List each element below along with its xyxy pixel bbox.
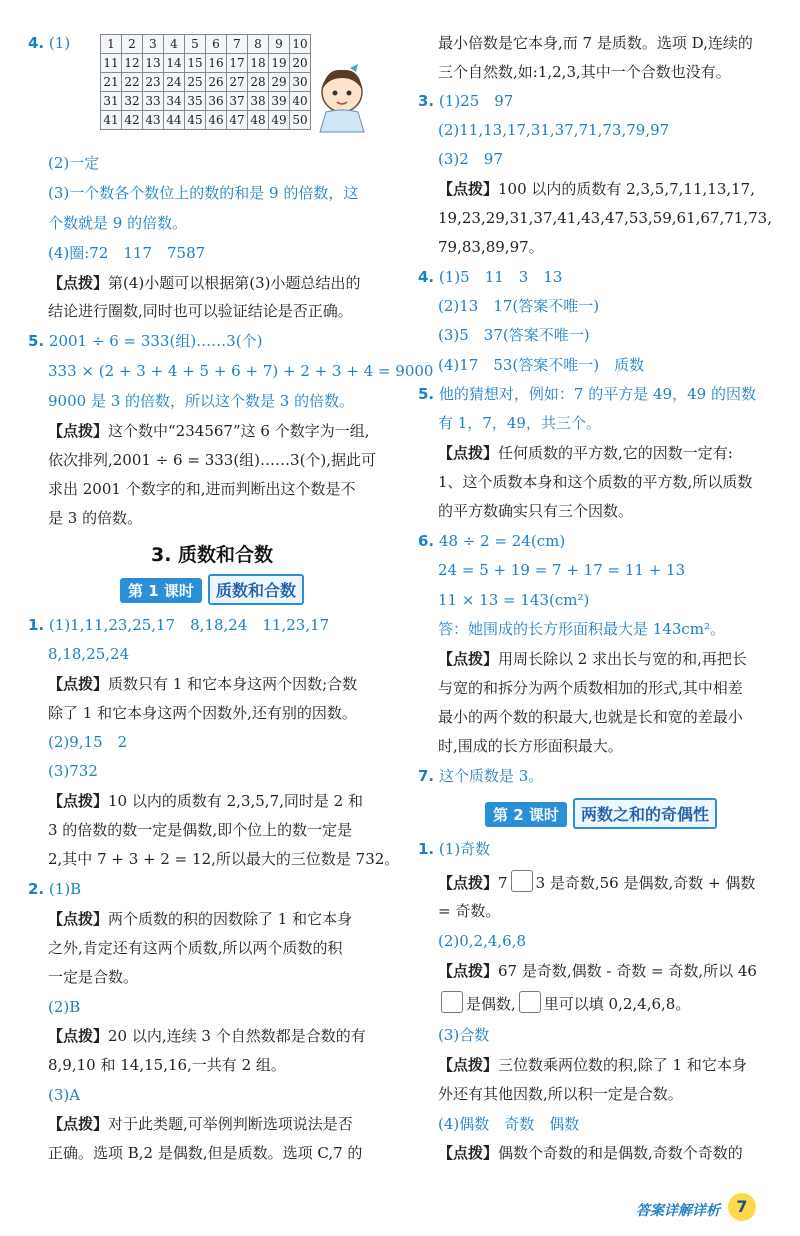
grid-cell: 23 — [143, 73, 164, 92]
grid-cell: 46 — [206, 111, 227, 130]
grid-cell: 19 — [269, 54, 290, 73]
grid-cell: 40 — [290, 92, 311, 111]
r-q6-line1: 6. 48 ÷ 2 = 24(cm) — [418, 532, 566, 550]
grid-cell: 28 — [248, 73, 269, 92]
grid-cell: 38 — [248, 92, 269, 111]
grid-cell: 3 — [143, 35, 164, 54]
s1-q1-line2: 8,18,25,24 — [48, 645, 130, 663]
grid-cell: 33 — [143, 92, 164, 111]
s1-q2-tip-line1: 【点拨】两个质数的积的因数除了 1 和它本身 — [48, 910, 353, 928]
grid-cell: 45 — [185, 111, 206, 130]
blank-box — [519, 991, 541, 1013]
grid-cell: 31 — [101, 92, 122, 111]
s1-q1-part2: (2)9,15 2 — [48, 733, 128, 751]
lesson1-title: 质数和合数 — [208, 574, 304, 605]
s1-q1-part3: (3)732 — [48, 762, 98, 780]
grid-cell: 24 — [164, 73, 185, 92]
grid-cell: 4 — [164, 35, 185, 54]
r-q3-tip-line3: 79,83,89,97。 — [438, 238, 544, 256]
grid-cell: 15 — [185, 54, 206, 73]
q4-header: 4. (1) — [28, 34, 71, 52]
blank-box — [511, 870, 533, 892]
s1-q2-part2: (2)B — [48, 998, 81, 1016]
r-q4-part2: (2)13 17(答案不唯一) — [438, 297, 600, 315]
grid-cell: 34 — [164, 92, 185, 111]
grid-cell: 32 — [122, 92, 143, 111]
s1-q1-tip2-line1: 【点拨】10 以内的质数有 2,3,5,7,同时是 2 和 — [48, 792, 363, 810]
grid-cell: 21 — [101, 73, 122, 92]
r-s2-tip2-line1: 【点拨】67 是奇数,偶数 - 奇数 = 奇数,所以 46 — [438, 962, 757, 980]
r-s2-tip3-line1: 【点拨】三位数乘两位数的积,除了 1 和它本身 — [438, 1056, 747, 1074]
r-s2-tip1-line2: = 奇数。 — [438, 902, 501, 920]
r-q3-part3: (3)2 97 — [438, 150, 503, 168]
s1-q2-tip2-line2: 8,9,10 和 14,15,16,一共有 2 组。 — [48, 1056, 286, 1074]
q4-tip-line1: 【点拨】第(4)小题可以根据第(3)小题总结出的 — [48, 274, 361, 292]
r-q5-line2: 有 1，7，49，共三个。 — [438, 414, 601, 432]
r-s2-tip1-line1: 【点拨】7 3 是奇数,56 是偶数,奇数 + 偶数 — [418, 870, 784, 894]
grid-cell: 9 — [269, 35, 290, 54]
grid-row — [101, 35, 311, 54]
grid-cell: 39 — [269, 92, 290, 111]
grid-cell: 12 — [122, 54, 143, 73]
r-q6-line3: 11 × 13 = 143(cm²) — [438, 591, 590, 609]
q4-tip-line2: 结论进行圈数,同时也可以验证结论是否正确。 — [48, 302, 353, 320]
r-q4-line1: 4. (1)5 11 3 13 — [418, 268, 563, 286]
grid-cell: 48 — [248, 111, 269, 130]
lesson2-title: 两数之和的奇偶性 — [573, 798, 717, 829]
grid-cell: 1 — [101, 35, 122, 54]
r-q6-tip-line3: 最小的两个数的积最大,也就是长和宽的差最小 — [438, 708, 743, 726]
r-q4-part3: (3)5 37(答案不唯一) — [438, 326, 590, 344]
q4-part2: (2)一定 — [48, 154, 100, 172]
r-q3-line1: 3. (1)25 97 — [418, 92, 514, 110]
q5-line1: 5. 2001 ÷ 6 = 333(组)……3(个) — [28, 332, 263, 350]
r-q5-line1: 5. 他的猜想对，例如：7 的平方是 49，49 的因数 — [418, 385, 756, 403]
grid-cell: 16 — [206, 54, 227, 73]
r-q5-tip-line1: 【点拨】任何质数的平方数,它的因数一定有: — [438, 444, 733, 462]
grid-cell: 49 — [269, 111, 290, 130]
s1-q2-tip-line2: 之外,肯定还有这两个质数,所以两个质数的积 — [48, 939, 343, 957]
grid-cell: 10 — [290, 35, 311, 54]
lesson1-header — [28, 574, 396, 605]
grid-cell: 30 — [290, 73, 311, 92]
grid-cell: 50 — [290, 111, 311, 130]
grid-cell: 17 — [227, 54, 248, 73]
q5-tip-line4: 是 3 的倍数。 — [48, 509, 143, 527]
grid-cell: 8 — [248, 35, 269, 54]
grid-row — [101, 111, 311, 130]
section-title: 3. 质数和合数 — [150, 544, 274, 566]
r-q4-part4: (4)17 53(答案不唯一) 质数 — [438, 356, 645, 374]
r-q6-tip-line1: 【点拨】用周长除以 2 求出长与宽的和,再把长 — [438, 650, 747, 668]
s1-q1-line1: 1. (1)1,11,23,25,17 8,18,24 11,23,17 — [28, 616, 330, 634]
hundred-grid — [100, 34, 311, 130]
grid-cell: 41 — [101, 111, 122, 130]
grid-row — [101, 73, 311, 92]
r-s2-tip2-line2: 是偶数, 里可以填 0,2,4,6,8。 — [418, 991, 784, 1015]
s1-q2-part3: (3)A — [48, 1086, 81, 1104]
q4-part3-line1: (3)一个数各个数位上的数的和是 9 的倍数，这 — [48, 184, 359, 202]
grid-cell: 37 — [227, 92, 248, 111]
r-q6-answer: 答：她围成的长方形面积最大是 143cm²。 — [438, 620, 726, 638]
r-q7-line1: 7. 这个质数是 3。 — [418, 767, 544, 785]
r-s2-part3: (3)合数 — [438, 1026, 490, 1044]
footer-label: 答案详解详析 — [636, 1203, 720, 1219]
s1-q2-line1: 2. (1)B — [28, 880, 82, 898]
r-s2-tip4-line1: 【点拨】偶数个奇数的和是偶数,奇数个奇数的 — [438, 1144, 743, 1162]
blank-box — [441, 991, 463, 1013]
grid-cell: 47 — [227, 111, 248, 130]
r-s2-q1-line1: 1. (1)奇数 — [418, 840, 491, 858]
grid-row — [101, 54, 311, 73]
r-s2-tip3-line2: 外还有其他因数,所以积一定是合数。 — [438, 1085, 683, 1103]
r-s2-part2: (2)0,2,4,6,8 — [438, 932, 527, 950]
page-number: 7 — [728, 1193, 756, 1221]
s1-q2-tip3-line2: 正确。选项 B,2 是偶数,但是质数。选项 C,7 的 — [48, 1144, 363, 1162]
grid-cell: 36 — [206, 92, 227, 111]
r-s2-part4: (4)偶数 奇数 偶数 — [438, 1115, 580, 1133]
grid-cell: 14 — [164, 54, 185, 73]
grid-cell: 29 — [269, 73, 290, 92]
q5-tip-line2: 依次排列,2001 ÷ 6 = 333(组)……3(个),据此可 — [48, 451, 377, 469]
r-cont-line1: 最小倍数是它本身,而 7 是质数。选项 D,连续的 — [438, 34, 753, 52]
r-q5-tip-line2: 1、这个质数本身和这个质数的平方数,所以质数 — [438, 473, 753, 491]
grid-cell: 18 — [248, 54, 269, 73]
grid-cell: 42 — [122, 111, 143, 130]
grid-row — [101, 92, 311, 111]
grid-cell: 11 — [101, 54, 122, 73]
r-q3-part2: (2)11,13,17,31,37,71,73,79,97 — [438, 121, 670, 139]
q5-tip-line3: 求出 2001 个数字的和,进而判断出这个数是不 — [48, 480, 356, 498]
s1-q2-tip2-line1: 【点拨】20 以内,连续 3 个自然数都是合数的有 — [48, 1027, 366, 1045]
s1-q1-tip2-line3: 2,其中 7 + 3 + 2 = 12,所以最大的三位数是 732。 — [48, 850, 400, 868]
q4-part3-line2: 个数就是 9 的倍数。 — [48, 214, 188, 232]
cartoon-girl-icon — [306, 62, 378, 134]
grid-cell: 26 — [206, 73, 227, 92]
grid-cell: 22 — [122, 73, 143, 92]
grid-cell: 43 — [143, 111, 164, 130]
grid-cell: 13 — [143, 54, 164, 73]
r-q6-line2: 24 = 5 + 19 = 7 + 17 = 11 + 13 — [438, 561, 686, 579]
grid-cell: 5 — [185, 35, 206, 54]
grid-cell: 35 — [185, 92, 206, 111]
q5-line3: 9000 是 3 的倍数，所以这个数是 3 的倍数。 — [48, 392, 355, 410]
r-q3-tip-line1: 【点拨】100 以内的质数有 2,3,5,7,11,13,17, — [438, 180, 755, 198]
s1-q1-tip-line2: 除了 1 和它本身这两个因数外,还有别的因数。 — [48, 704, 357, 722]
grid-cell: 6 — [206, 35, 227, 54]
grid-cell: 25 — [185, 73, 206, 92]
r-q5-tip-line3: 的平方数确实只有三个因数。 — [438, 502, 634, 520]
r-q6-tip-line4: 时,围成的长方形面积最大。 — [438, 737, 623, 755]
grid-cell: 44 — [164, 111, 185, 130]
lesson2-header — [418, 798, 784, 829]
r-cont-line2: 三个自然数,如:1,2,3,其中一个合数也没有。 — [438, 63, 731, 81]
s1-q1-tip-line1: 【点拨】质数只有 1 和它本身这两个因数;合数 — [48, 675, 358, 693]
r-q6-tip-line2: 与宽的和拆分为两个质数相加的形式,其中相差 — [438, 679, 743, 697]
lesson2-tag: 第 2 课时 — [485, 802, 567, 827]
lesson1-tag: 第 1 课时 — [120, 578, 202, 603]
s1-q2-tip-line3: 一定是合数。 — [48, 968, 139, 986]
grid-cell: 20 — [290, 54, 311, 73]
grid-cell: 27 — [227, 73, 248, 92]
q5-tip-line1: 【点拨】这个数中“234567”这 6 个数字为一组, — [48, 422, 370, 440]
grid-cell: 2 — [122, 35, 143, 54]
grid-cell: 7 — [227, 35, 248, 54]
q5-line2: 333 × (2 + 3 + 4 + 5 + 6 + 7) + 2 + 3 + 4 = 9000 — [48, 362, 434, 380]
q4-part4: (4)圈:72 117 7587 — [48, 244, 206, 262]
r-q3-tip-line2: 19,23,29,31,37,41,43,47,53,59,61,67,71,73, — [438, 209, 772, 227]
s1-q1-tip2-line2: 3 的倍数的数一定是偶数,即个位上的数一定是 — [48, 821, 353, 839]
s1-q2-tip3-line1: 【点拨】对于此类题,可举例判断选项说法是否 — [48, 1115, 353, 1133]
